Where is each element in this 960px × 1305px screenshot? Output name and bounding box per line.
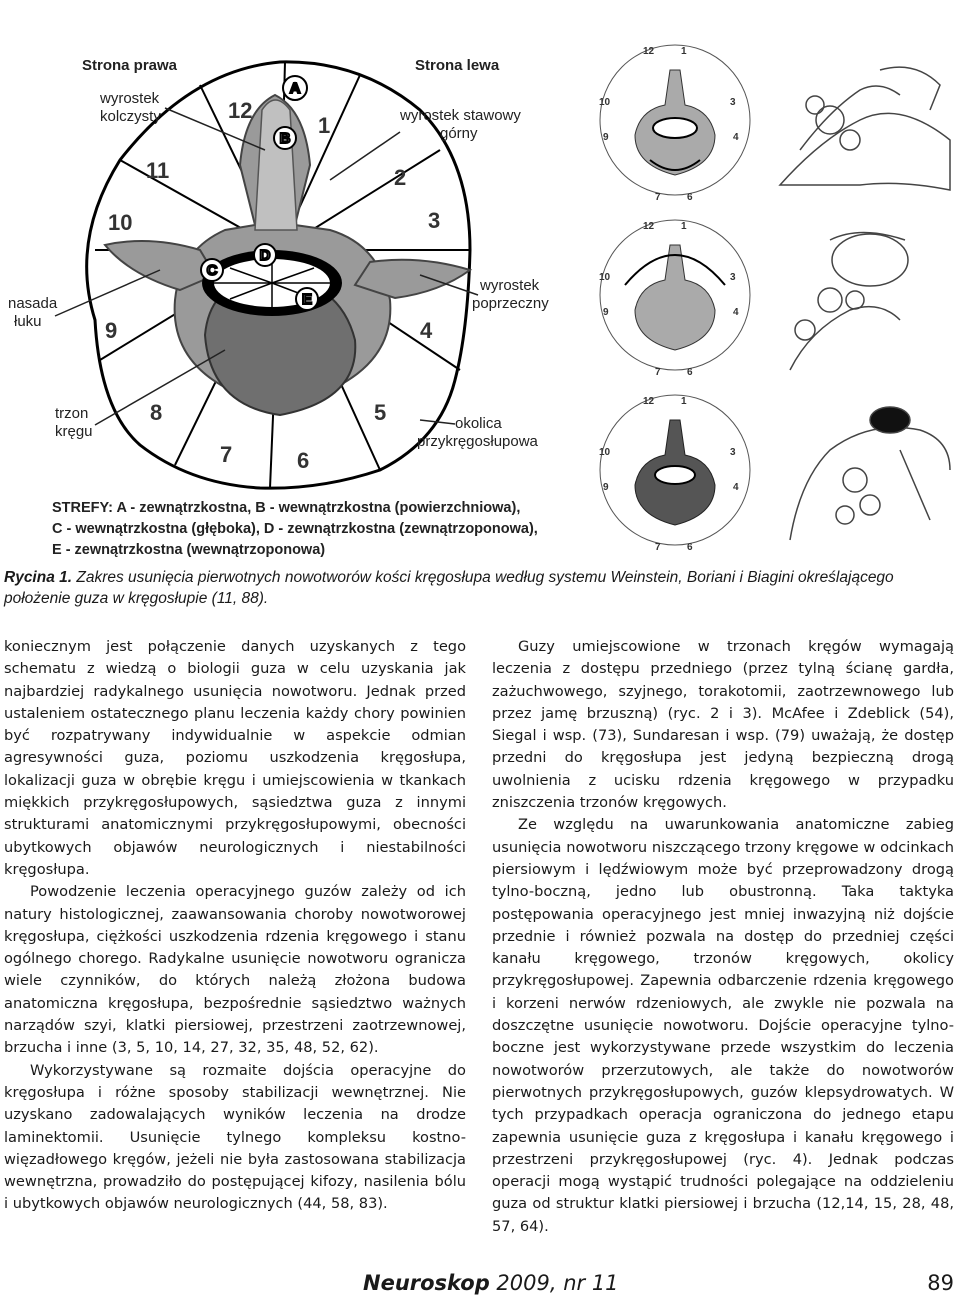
zone-d-label: D [259, 247, 271, 264]
left-paragraph-2: Powodzenie leczenia operacyjnego guzów zależy od ich natury histologicznej, zaawansowania choroby nowotworowej kręgosłupa, ciężkości uszkodzenia rdzenia kręgowego i stanu ogólnego chorego. Radykalne usunięcie nowotworu ogranicza wiele czynników, do których należą złożona budowa anatomiczna kręgosłupa, bezpośrednie sąsiedztwo ważnych narządów szyi, klatki piersiowej, przestrzeni zaotrzewnowej, brzucha i inne (3, 5, 10, 14, 27, 32, 35, 48, 52, 62). [4, 883, 466, 1057]
svg-text:10: 10 [599, 447, 611, 458]
legend-line-1: STREFY: A - zewnątrzkostna, B - wewnątrzkostna (powierzchniowa), [52, 500, 521, 516]
svg-text:7: 7 [655, 542, 661, 553]
main-vertebra-diagram [8, 57, 549, 558]
journal-title: Neuroskop [363, 1271, 490, 1295]
svg-text:1: 1 [681, 46, 687, 57]
figure-caption [4, 567, 956, 609]
svg-text:4: 4 [733, 482, 739, 493]
small-vertebra-diagram-2 [599, 220, 750, 378]
sector-11: 11 [146, 158, 170, 183]
left-column [4, 636, 466, 1216]
right-paragraph-2: Ze względu na uwarunkowania anatomiczne zabieg usunięcia nowotworu niszczącego trzony kręgowe w odcinkach piersiowym i lędźwiowym może być przeprowadzony drogą tylno-boczną, jedno lub obustronną. Taka taktyka postępowania operacyjnego jest mniej inwazyjną niż dojście przednie i również pozwala na dostęp do przedniej części kanału kręgowego, trzonów kręgowych, okolicy przykręgosłupowej. Zapewnia odbarczenie rdzenia kręgowego i korzeni nerwów rdzeniowych, ale zwykle nie pozwala na doszczętne usunięcie nowotworu. Dojście operacyjne tylno-boczne jest wykorzystywane przede wszystkim do leczenia nowotworów przerzutowych, ale także do nowotworów pierwotnych przykręgosłupowych, guzów klepsydrowatych. W tych przypadkach operacja ograniczona do jednego etapu zapewnia usunięcie guza z kręgosłupa i kanału kręgowego i przestrzeni przykręgosłupowej (ryc. 4). Jednak podczas operacji mogą wystąpić trudności polegające na oddzieleniu guza od struktur klatki piersiowej i brzucha (12,14, 15, 28, 48, 57, 64). [492, 816, 954, 1235]
svg-text:6: 6 [687, 367, 693, 378]
surgery-sketch-1 [780, 67, 950, 190]
sector-5: 5 [374, 400, 387, 425]
sector-9: 9 [105, 318, 118, 343]
svg-text:4: 4 [733, 132, 739, 143]
small-vertebra-diagram-1 [599, 45, 750, 203]
svg-text:3: 3 [730, 97, 736, 108]
svg-text:12: 12 [643, 221, 655, 232]
legend-line-3: E - zewnątrzkostna (wewnątrzoponowa) [52, 542, 326, 558]
sector-2: 2 [394, 165, 407, 190]
svg-text:10: 10 [599, 272, 611, 283]
left-paragraph-3: Wykorzystywane są rozmaite dojścia operacyjne do kręgosłupa i różne sposoby stabilizacji wewnętrznej. Nie uzyskano zadowalających wyników leczenia na drodze laminektomii. Usunięcie tylnego kompleksu kostno-więzadłowego kręgów, jeżeli nie była zastosowana stabilizacja wewnętrzna, prowadziło do postępującej kifozy, nasilenia bólu i ubytkowych objawów neurologicznych (44, 58, 83). [4, 1061, 466, 1213]
sector-4: 4 [420, 318, 433, 343]
svg-text:6: 6 [687, 542, 693, 553]
pedicle-label-2: łuku [14, 313, 42, 330]
svg-text:10: 10 [599, 97, 611, 108]
side-right-label: Strona prawa [82, 57, 178, 74]
zone-b-label: B [279, 130, 291, 147]
svg-text:7: 7 [655, 367, 661, 378]
sector-10: 10 [108, 210, 133, 235]
journal-name [363, 1271, 619, 1295]
zone-a-label: A [289, 80, 301, 97]
page-footer [0, 1271, 960, 1301]
caption-label: Rycina 1. [4, 569, 73, 586]
sector-3: 3 [428, 208, 441, 233]
paravertebral-label-2: przykręgosłupowa [417, 433, 538, 450]
svg-text:9: 9 [603, 482, 609, 493]
legend-line-2: C - wewnątrzkostna (głęboka), D - zewnątrzkostna (zewnątrzoponowa), [52, 521, 538, 537]
spinous-label-1: wyrostek [100, 90, 160, 107]
right-column [492, 636, 954, 1238]
facet-label-1: wyrostek stawowy [400, 107, 521, 124]
sector-1: 1 [318, 113, 331, 138]
page-number: 89 [927, 1271, 954, 1295]
caption-text: Zakres usunięcia pierwotnych nowotworów kości kręgosłupa według systemu Weinstein, Boriani i Biagini określającego położenie guza w kręgosłupie (11, 88). [4, 569, 894, 607]
sector-7: 7 [220, 442, 233, 467]
zone-c-label: C [206, 262, 218, 279]
sector-6: 6 [297, 448, 310, 473]
svg-text:9: 9 [603, 307, 609, 318]
figure-wbb-diagram [0, 0, 960, 560]
svg-text:1: 1 [681, 396, 687, 407]
transverse-label-1: wyrostek [480, 277, 540, 294]
journal-issue: 2009, nr 11 [489, 1271, 619, 1295]
small-vertebra-diagram-3 [599, 395, 750, 553]
transverse-label-2: poprzeczny [472, 295, 549, 312]
right-paragraph-1: Guzy umiejscowione w trzonach kręgów wymagają leczenia z dostępu przedniego (przez tylną ścianę gardła, zażuchwowego, szyjnego, torakotomii, zaotrzewnowego lub przez jamę brzuszną) (ryc. 2 i 3). McAfee i Zdeblick (54), Siegal i wsp. (73), Sundaresan i wsp. (79) uważają, że dostęp przedni do kręgosłupa jest jedyną bezpieczną drogą uwolnienia z ucisku rdzenia kręgowego w przypadku zniszczenia trzonów kręgowych. [492, 638, 954, 812]
facet-label-2: górny [440, 125, 478, 142]
side-left-label: Strona lewa [415, 57, 500, 74]
svg-text:6: 6 [687, 192, 693, 203]
spinous-label-2: kolczysty [100, 108, 161, 125]
surgery-sketch-3 [790, 407, 950, 540]
svg-text:3: 3 [730, 272, 736, 283]
svg-text:3: 3 [730, 447, 736, 458]
body-label-1: trzon [55, 405, 89, 422]
svg-text:12: 12 [643, 46, 655, 57]
body-label-2: kręgu [55, 423, 93, 440]
svg-text:4: 4 [733, 307, 739, 318]
sector-12: 12 [228, 98, 253, 123]
sector-8: 8 [150, 400, 163, 425]
svg-text:9: 9 [603, 132, 609, 143]
zone-e-label: E [301, 291, 313, 308]
paravertebral-label-1: okolica [455, 415, 502, 432]
svg-text:12: 12 [643, 396, 655, 407]
left-paragraph-1: koniecznym jest połączenie danych uzyskanych z tego schematu z wiedzą o biologii guza w celu uzyskania jak najbardziej radykalnego usunięcia nowotworu. Jednak przed ustaleniem ostatecznego planu leczenia każdy chory powinien być rozpatrywany indywidualnie w aspekcie odmian agresywności guza, poziomu uszkodzenia kręgosłupa, lokalizacji guza w obrębie kręgu i umiejscowienia w tkankach miękkich przykręgosłupowych, sąsiedztwa guza z innymi strukturami anatomicznymi przykręgosłupowymi, obecności ubytkowych objawów neurologicznych i niestabilności kręgosłupa. [4, 638, 466, 878]
pedicle-label-1: nasada [8, 295, 58, 312]
svg-text:1: 1 [681, 221, 687, 232]
svg-text:7: 7 [655, 192, 661, 203]
surgery-sketch-2 [790, 233, 908, 371]
